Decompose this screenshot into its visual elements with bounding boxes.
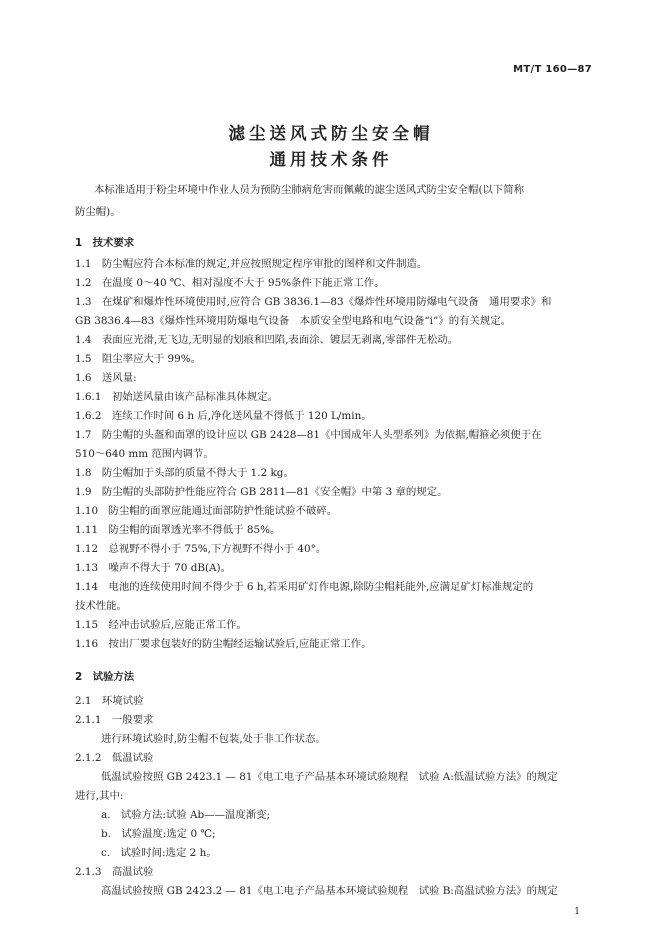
clause: 进行环境试验时,防尘帽不包装,处于非工作状态。 [101,733,326,745]
clause: 1.10 防尘帽的面罩应能通过面部防护性能试验不破碎。 [75,505,338,517]
clause: 1.6.1 初始送风量由该产品标准具体规定。 [75,391,279,403]
clause: 进行,其中: [75,790,124,802]
clause: 1.13 噪声不得大于 70 dB(A)。 [75,562,231,574]
list-item: a. 试验方法:试验 Ab——温度渐变; [101,809,271,821]
clause: 1.2 在温度 0～40 ℃、相对湿度不大于 95%条件下能正常工作。 [75,277,385,289]
clause: 1.12 总视野不得小于 75%,下方视野不得小于 40°。 [75,543,327,555]
document-subtitle: 通用技术条件 [269,150,393,169]
clause: 1.9 防尘帽的头部防护性能应符合 GB 2811—81《安全帽》中第 3 章的规定。 [75,486,448,498]
section-heading: 1 技术要求 [75,237,135,249]
clause: 低温试验按照 GB 2423.1 — 81《电工电子产品基本环境试验规程 试验 A:低温试验方法》的规定 [101,771,558,783]
clause: 2.1.1 一般要求 [75,714,154,726]
clause: 2.1.3 高温试验 [75,866,154,878]
list-item: c. 试验时间:选定 2 h。 [101,847,217,859]
clause: 1.1 防尘帽应符合本标准的规定,并应按照规定程序审批的图样和文件制造。 [75,258,428,270]
clause: 2.1.2 低温试验 [75,752,154,764]
clause: 1.7 防尘帽的头盔和面罩的设计应以 GB 2428—81《中国成年人头型系列》为依据,帽箍必须便于在 [75,429,542,441]
clause: 1.6 送风量: [75,372,137,384]
clause: 2.1 环境试验 [75,695,144,707]
clause: 1.5 阻尘率应大于 99%。 [75,353,202,365]
clause: 1.6.2 连续工作时间 6 h 后,净化送风量不得低于 120 L/min。 [75,410,372,422]
document-title: 滤尘送风式防尘安全帽 [228,124,434,143]
clause: 1.3 在煤矿和爆炸性环境使用时,应符合 GB 3836.1—83《爆炸性环境用防爆电气设备 通用要求》和 [75,296,552,308]
standard-code: MT/T 160—87 [513,64,592,75]
page-number: 1 [574,907,580,917]
clause: 1.8 防尘帽加于头部的质量不得大于 1.2 kg。 [75,467,294,479]
clause: GB 3836.4—83《爆炸性环境用防爆电气设备 本质安全型电路和电气设备“i”》的有关规定。 [75,315,512,327]
section-heading: 2 试验方法 [75,671,135,683]
clause: 高温试验按照 GB 2423.2 — 81《电工电子产品基本环境试验规程 试验 B:高温试验方法》的规定 [101,885,558,897]
list-item: b. 试验温度:选定 0 ℃; [101,828,216,840]
clause: 1.4 表面应光滑,无飞边,无明显的划痕和凹陷,表面涂、镀层无剥离,零部件无松动。 [75,334,459,346]
clause: 1.15 经冲击试验后,应能正常工作。 [75,619,247,631]
clause: 1.11 防尘帽的面罩透光率不得低于 85%。 [75,524,281,536]
intro-line: 防尘帽)。 [75,206,121,218]
clause: 1.16 按出厂要求包装好的防尘帽经运输试验后,应能正常工作。 [75,638,372,650]
clause: 510～640 mm 范围内调节。 [75,448,214,460]
intro-line: 本标准适用于粉尘环境中作业人员为预防尘肺病危害而佩戴的滤尘送风式防尘安全帽(以下简称 [94,184,525,196]
clause: 1.14 电池的连续使用时间不得少于 6 h,若采用矿灯作电源,除防尘帽耗能外,应满足矿灯标准规定的 [75,581,534,593]
clause: 技术性能。 [75,600,127,612]
